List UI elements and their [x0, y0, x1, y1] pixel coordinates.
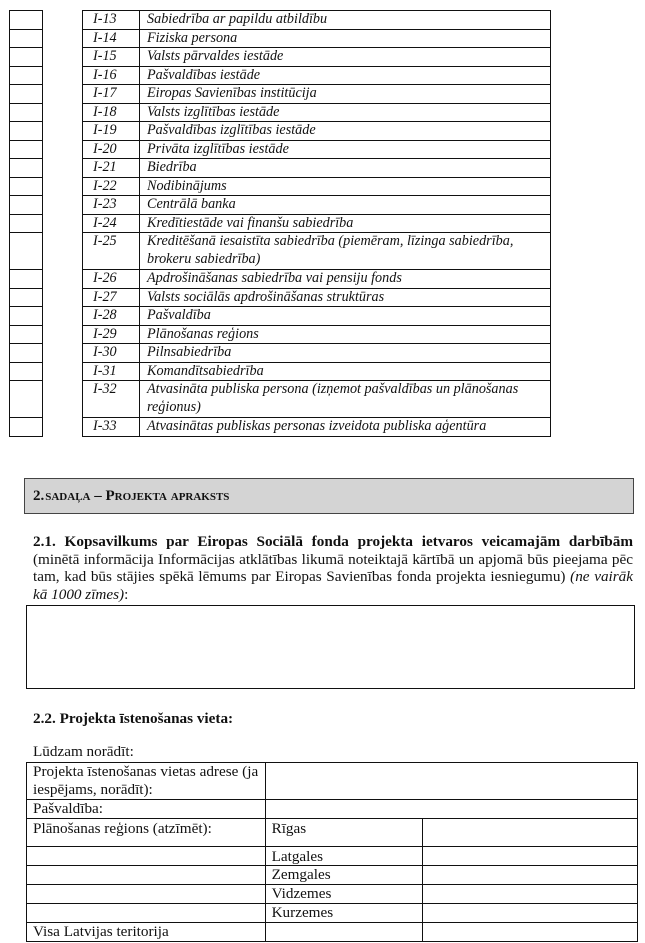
code-label-cell: Komandītsabiedrība — [140, 362, 551, 381]
code-checkbox[interactable] — [10, 418, 43, 437]
code-cell: I-26 — [83, 270, 140, 289]
code-cell: I-21 — [83, 159, 140, 178]
code-cell: I-13 — [83, 11, 140, 30]
code-checkbox[interactable] — [10, 177, 43, 196]
code-checkbox[interactable] — [10, 196, 43, 215]
region-riga-mark[interactable] — [422, 819, 637, 847]
codes-checkbox-column — [9, 10, 43, 437]
region-latgale-mark[interactable] — [422, 847, 637, 866]
code-cell: I-30 — [83, 344, 140, 363]
municipality-input[interactable] — [265, 800, 637, 819]
location-heading: 2.2. Projekta īstenošanas vieta: — [33, 710, 234, 727]
table-row — [27, 885, 638, 904]
code-label-cell: Privāta izglītības iestāde — [140, 140, 551, 159]
code-cell: I-22 — [83, 177, 140, 196]
code-cell: I-25 — [83, 233, 140, 270]
table-row — [83, 122, 551, 141]
code-label-cell: Pašvaldības iestāde — [140, 66, 551, 85]
code-checkbox[interactable] — [10, 288, 43, 307]
code-checkbox[interactable] — [10, 270, 43, 289]
code-cell: I-20 — [83, 140, 140, 159]
table-row — [83, 140, 551, 159]
code-checkbox[interactable] — [10, 233, 43, 270]
table-row — [83, 418, 551, 437]
table-row — [83, 66, 551, 85]
region-latgale-label: Latgales — [265, 847, 422, 866]
code-label-cell: Valsts sociālās apdrošināšanas struktūras — [140, 288, 551, 307]
region-zemgale-mark[interactable] — [422, 866, 637, 885]
table-row — [83, 233, 551, 270]
code-checkbox[interactable] — [10, 344, 43, 363]
code-checkbox[interactable] — [10, 381, 43, 418]
code-checkbox[interactable] — [10, 159, 43, 178]
code-label-cell: Pašvaldība — [140, 307, 551, 326]
summary-limit-note: (ne vairāk kā 1000 zīmes) — [33, 568, 634, 603]
all-latvia-label: Visa Latvijas teritorija — [27, 923, 266, 942]
table-row — [27, 866, 638, 885]
summary-body: (minētā informācija Informācijas atklātības likumā noteiktajā kārtībā un apjomā būs pieejama pēc tam, kad būs stājies spēkā lēmums par Eiropas Savienības fonda projekta iesniegumu) — [33, 550, 633, 585]
table-row — [83, 307, 551, 326]
code-checkbox[interactable] — [10, 66, 43, 85]
location-table — [26, 762, 638, 942]
classification-codes-table — [82, 10, 551, 437]
code-cell: I-19 — [83, 122, 140, 141]
table-row — [27, 800, 638, 819]
code-checkbox[interactable] — [10, 85, 43, 104]
empty-cell — [27, 866, 266, 885]
region-kurzeme-label: Kurzemes — [265, 904, 422, 923]
table-row — [83, 196, 551, 215]
table-row — [83, 214, 551, 233]
address-label: Projekta īstenošanas vietas adrese (ja iespējams, norādīt): — [27, 763, 266, 800]
code-label-cell: Centrālā banka — [140, 196, 551, 215]
code-cell: I-16 — [83, 66, 140, 85]
code-checkbox[interactable] — [10, 140, 43, 159]
code-label-cell: Pilnsabiedrība — [140, 344, 551, 363]
code-cell: I-17 — [83, 85, 140, 104]
code-label-cell: Valsts pārvaldes iestāde — [140, 48, 551, 67]
code-label-cell: Fiziska persona — [140, 29, 551, 48]
table-row — [27, 763, 638, 800]
section-number: 2. — [33, 487, 45, 504]
table-row — [27, 923, 638, 942]
table-row — [83, 270, 551, 289]
planning-region-label: Plānošanas reģions (atzīmēt): — [27, 819, 266, 847]
region-vidzeme-label: Vidzemes — [265, 885, 422, 904]
region-kurzeme-mark[interactable] — [422, 904, 637, 923]
empty-cell — [27, 885, 266, 904]
section-header — [24, 478, 634, 514]
summary-textarea[interactable] — [26, 605, 635, 689]
code-cell: I-29 — [83, 325, 140, 344]
code-cell: I-15 — [83, 48, 140, 67]
code-label-cell: Sabiedrība ar papildu atbildību — [140, 11, 551, 30]
code-checkbox[interactable] — [10, 325, 43, 344]
code-cell: I-28 — [83, 307, 140, 326]
municipality-label: Pašvaldība: — [27, 800, 266, 819]
summary-heading: 2.1. Kopsavilkums par Eiropas Sociālā fonda projekta ietvaros veicamajām darbībām — [33, 533, 633, 550]
region-riga-label: Rīgas — [265, 819, 422, 847]
code-label-cell: Eiropas Savienības institūcija — [140, 85, 551, 104]
table-row — [27, 819, 638, 847]
code-label-cell: Kreditēšanā iesaistīta sabiedrība (piemēram, līzinga sabiedrība, brokeru sabiedrība) — [140, 233, 551, 270]
table-row — [83, 11, 551, 30]
table-row — [83, 325, 551, 344]
table-row — [83, 344, 551, 363]
code-label-cell: Atvasinātas publiskas personas izveidota publiska aģentūra — [140, 418, 551, 437]
table-row — [83, 85, 551, 104]
code-cell: I-24 — [83, 214, 140, 233]
table-row — [83, 159, 551, 178]
code-checkbox[interactable] — [10, 103, 43, 122]
summary-suffix: : — [124, 585, 129, 603]
code-label-cell: Pašvaldības izglītības iestāde — [140, 122, 551, 141]
code-cell: I-32 — [83, 381, 140, 418]
table-row — [27, 847, 638, 866]
table-row — [83, 29, 551, 48]
region-zemgale-label: Zemgales — [265, 866, 422, 885]
section-title: sadaļa – Projekta apraksts — [45, 487, 230, 504]
code-checkbox[interactable] — [10, 307, 43, 326]
code-cell: I-14 — [83, 29, 140, 48]
table-row — [83, 362, 551, 381]
code-cell: I-27 — [83, 288, 140, 307]
code-label-cell: Plānošanas reģions — [140, 325, 551, 344]
empty-cell — [27, 847, 266, 866]
code-checkbox[interactable] — [10, 48, 43, 67]
code-checkbox[interactable] — [10, 29, 43, 48]
code-label-cell: Biedrība — [140, 159, 551, 178]
code-checkbox[interactable] — [10, 122, 43, 141]
code-cell: I-23 — [83, 196, 140, 215]
table-row — [83, 177, 551, 196]
empty-cell — [27, 904, 266, 923]
code-label-cell: Apdrošināšanas sabiedrība vai pensiju fonds — [140, 270, 551, 289]
code-checkbox[interactable] — [10, 11, 43, 30]
code-checkbox[interactable] — [10, 362, 43, 381]
empty-cell — [265, 923, 422, 942]
code-cell: I-33 — [83, 418, 140, 437]
code-label-cell: Atvasināta publiska persona (izņemot pašvaldības un plānošanas reģionus) — [140, 381, 551, 418]
please-indicate-label: Lūdzam norādīt: — [33, 743, 134, 760]
table-row — [83, 381, 551, 418]
summary-instructions — [33, 533, 633, 603]
table-row — [27, 904, 638, 923]
code-label-cell: Nodibinājums — [140, 177, 551, 196]
table-row — [83, 103, 551, 122]
table-row — [83, 288, 551, 307]
all-latvia-mark[interactable] — [422, 923, 637, 942]
code-cell: I-18 — [83, 103, 140, 122]
code-cell: I-31 — [83, 362, 140, 381]
code-label-cell: Valsts izglītības iestāde — [140, 103, 551, 122]
region-vidzeme-mark[interactable] — [422, 885, 637, 904]
code-label-cell: Kredītiestāde vai finanšu sabiedrība — [140, 214, 551, 233]
address-input[interactable] — [265, 763, 637, 800]
code-checkbox[interactable] — [10, 214, 43, 233]
table-row — [83, 48, 551, 67]
